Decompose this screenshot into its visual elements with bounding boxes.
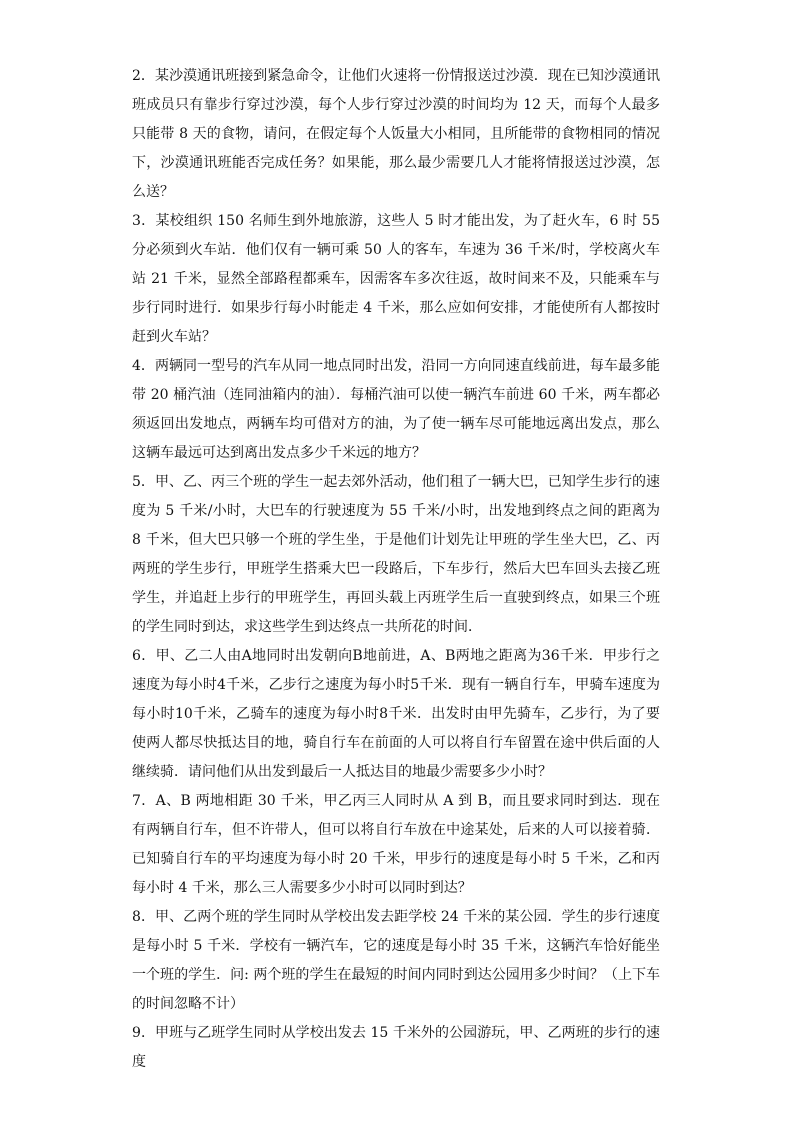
problem-3: 3．某校组织 150 名师生到外地旅游，这些人 5 时才能出发，为了赶火车，6 时 55 分必须到火车站．他们仅有一辆可乘 50 人的客车，车速为 36 千米/时，学校离火车站 21 千米，显然全部路程都乘车，因需客车多次往返，故时间来不及，只能乘车与步行同时进行．如果步行每小时能走 4 千米，那么应如何安排，才能使所有人都按时赶到火车站？ [132, 213, 660, 345]
problem-9: 9．甲班与乙班学生同时从学校出发去 15 千米外的公园游玩，甲、乙两班的步行的速度 [132, 1025, 660, 1070]
problem-6: 6．甲、乙二人由A地同时出发朝向B地前进，A、B两地之距离为36千米．甲步行之速度为每小时4千米，乙步行之速度为每小时5千米．现有一辆自行车，甲骑车速度为每小时10千米，乙骑车的速度为每小时8千米．出发时由甲先骑车，乙步行，为了要使两人都尽快抵达目的地，骑自行车在前面的人可以将自行车留置在途中供后面的人继续骑．请问他们从出发到最后一人抵达目的地最少需要多少小时？ [132, 648, 660, 780]
problem-list [132, 62, 660, 1077]
problem-8: 8．甲、乙两个班的学生同时从学校出发去距学校 24 千米的某公园．学生的步行速度是每小时 5 千米．学校有一辆汽车，它的速度是每小时 35 千米，这辆汽车恰好能坐一个班的学生．问: 两个班的学生在最短的时间内同时到达公园用多少时间？（上下车的时间忽略不计） [132, 909, 660, 1012]
problem-7: 7．A、B 两地相距 30 千米，甲乙丙三人同时从 A 到 B，而且要求同时到达．现在有两辆自行车，但不许带人，但可以将自行车放在中途某处，后来的人可以接着骑．已知骑自行车的平均速度为每小时 20 千米，甲步行的速度是每小时 5 千米，乙和丙每小时 4 千米，那么三人需要多少小时可以同时到达？ [132, 793, 660, 896]
problem-5: 5．甲、乙、丙三个班的学生一起去郊外活动，他们租了一辆大巴，已知学生步行的速度为 5 千米/小时，大巴车的行驶速度为 55 千米/小时，出发地到终点之间的距离为 8 千米，但大巴只够一个班的学生坐，于是他们计划先让甲班的学生坐大巴，乙、丙两班的学生步行，甲班学生搭乘大巴一段路后，下车步行，然后大巴车回头去接乙班学生，并追赶上步行的甲班学生，再回头载上丙班学生后一直驶到终点，如果三个班的学生同时到达，求这些学生到达终点一共所花的时间． [132, 474, 660, 635]
problem-4: 4．两辆同一型号的汽车从同一地点同时出发，沿同一方向同速直线前进，每车最多能带 20 桶汽油（连同油箱内的油）．每桶汽油可以使一辆汽车前进 60 千米，两车都必须返回出发地点，两辆车均可借对方的油，为了使一辆车尽可能地远离出发点，那么这辆车最远可达到离出发点多少千米远的地方？ [132, 358, 660, 461]
problem-2: 2．某沙漠通讯班接到紧急命令，让他们火速将一份情报送过沙漠．现在已知沙漠通讯班成员只有靠步行穿过沙漠，每个人步行穿过沙漠的时间均为 12 天，而每个人最多只能带 8 天的食物，请问，在假定每个人饭量大小相同，且所能带的食物相同的情况下，沙漠通讯班能否完成任务？如果能，那么最少需要几人才能将情报送过沙漠，怎么送？ [132, 68, 660, 200]
